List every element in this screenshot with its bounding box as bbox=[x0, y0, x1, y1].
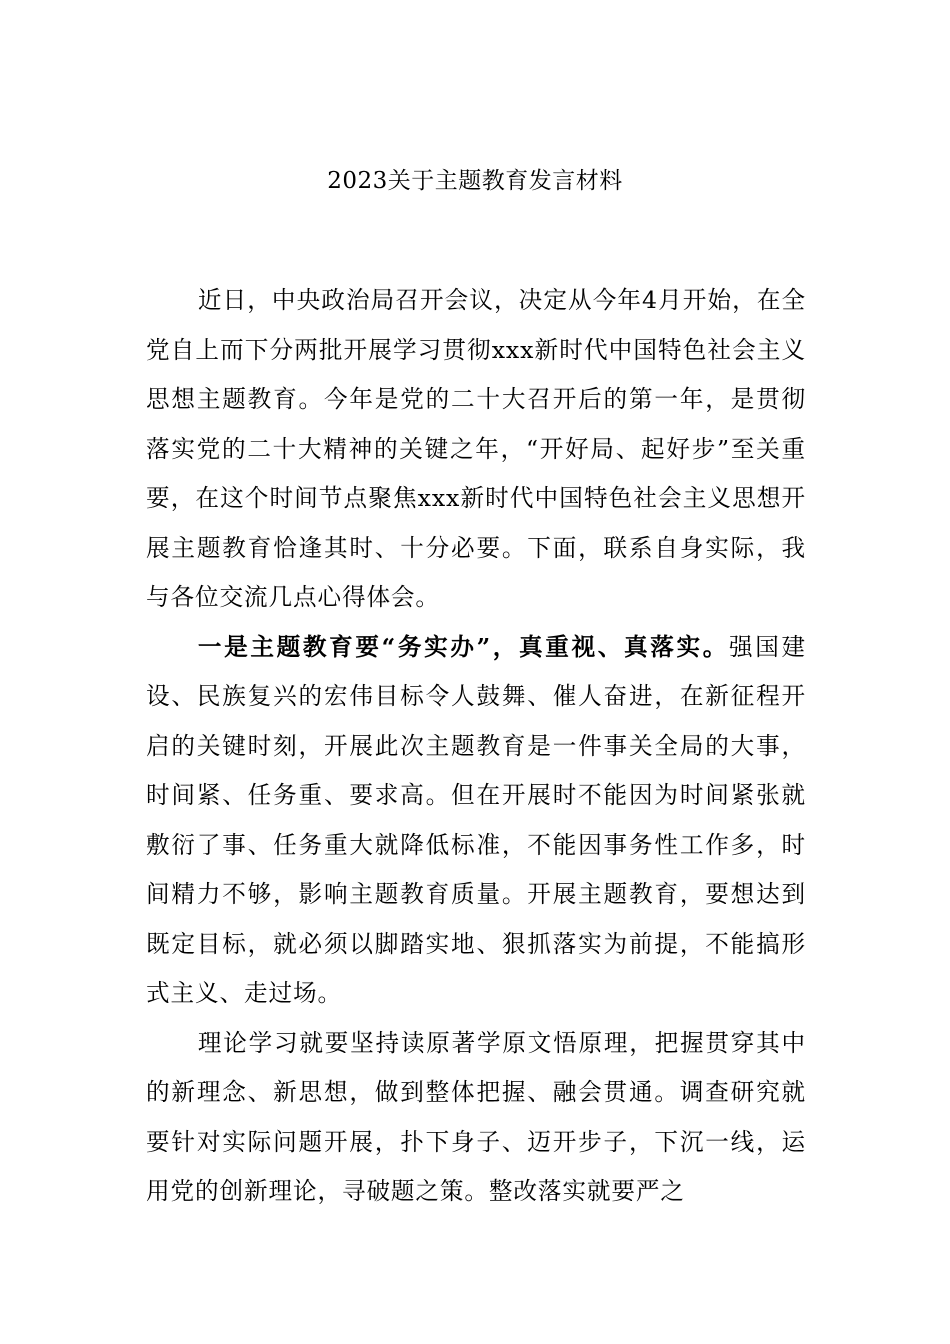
paragraph-theory-study bbox=[146, 1019, 806, 1217]
paragraph-intro bbox=[146, 276, 806, 623]
paragraph-lead: 一是主题教育要“务实办”，真重视、真落实。 bbox=[197, 632, 730, 661]
paragraph-point-one bbox=[146, 623, 806, 1019]
document-title: 2023关于主题教育发言材料 bbox=[327, 168, 623, 194]
paragraph-text: 强国建设、民族复兴的宏伟目标令人鼓舞、催人奋进，在新征程开启的关键时刻，开展此次主题教育是一件事关全局的大事，时间紧、任务重、要求高。但在开展时不能因为时间紧张就敷衍了事、任务重大就降低标准，不能因事务性工作多，时间精力不够，影响主题教育质量。开展主题教育，要想达到既定目标，就必须以脚踏实地、狠抓落实为前提，不能搞形式主义、走过场。 bbox=[146, 632, 806, 1007]
paragraph-text: 近日，中央政治局召开会议，决定从今年4月开始，在全党自上而下分两批开展学习贯彻xxx新时代中国特色社会主义思想主题教育。今年是党的二十大召开后的第一年，是贯彻落实党的二十大精神的关键之年，“开好局、起好步”至关重要，在这个时间节点聚焦xxx新时代中国特色社会主义思想开展主题教育恰逢其时、十分必要。下面，联系自身实际，我与各位交流几点心得体会。 bbox=[146, 286, 806, 611]
paragraph-text: 理论学习就要坚持读原著学原文悟原理，把握贯穿其中的新理念、新思想，做到整体把握、融会贯通。调查研究就要针对实际问题开展，扑下身子、迈开步子，下沉一线，运用党的创新理论，寻破题之策。整改落实就要严之 bbox=[146, 1028, 806, 1205]
document-body bbox=[146, 276, 806, 1217]
